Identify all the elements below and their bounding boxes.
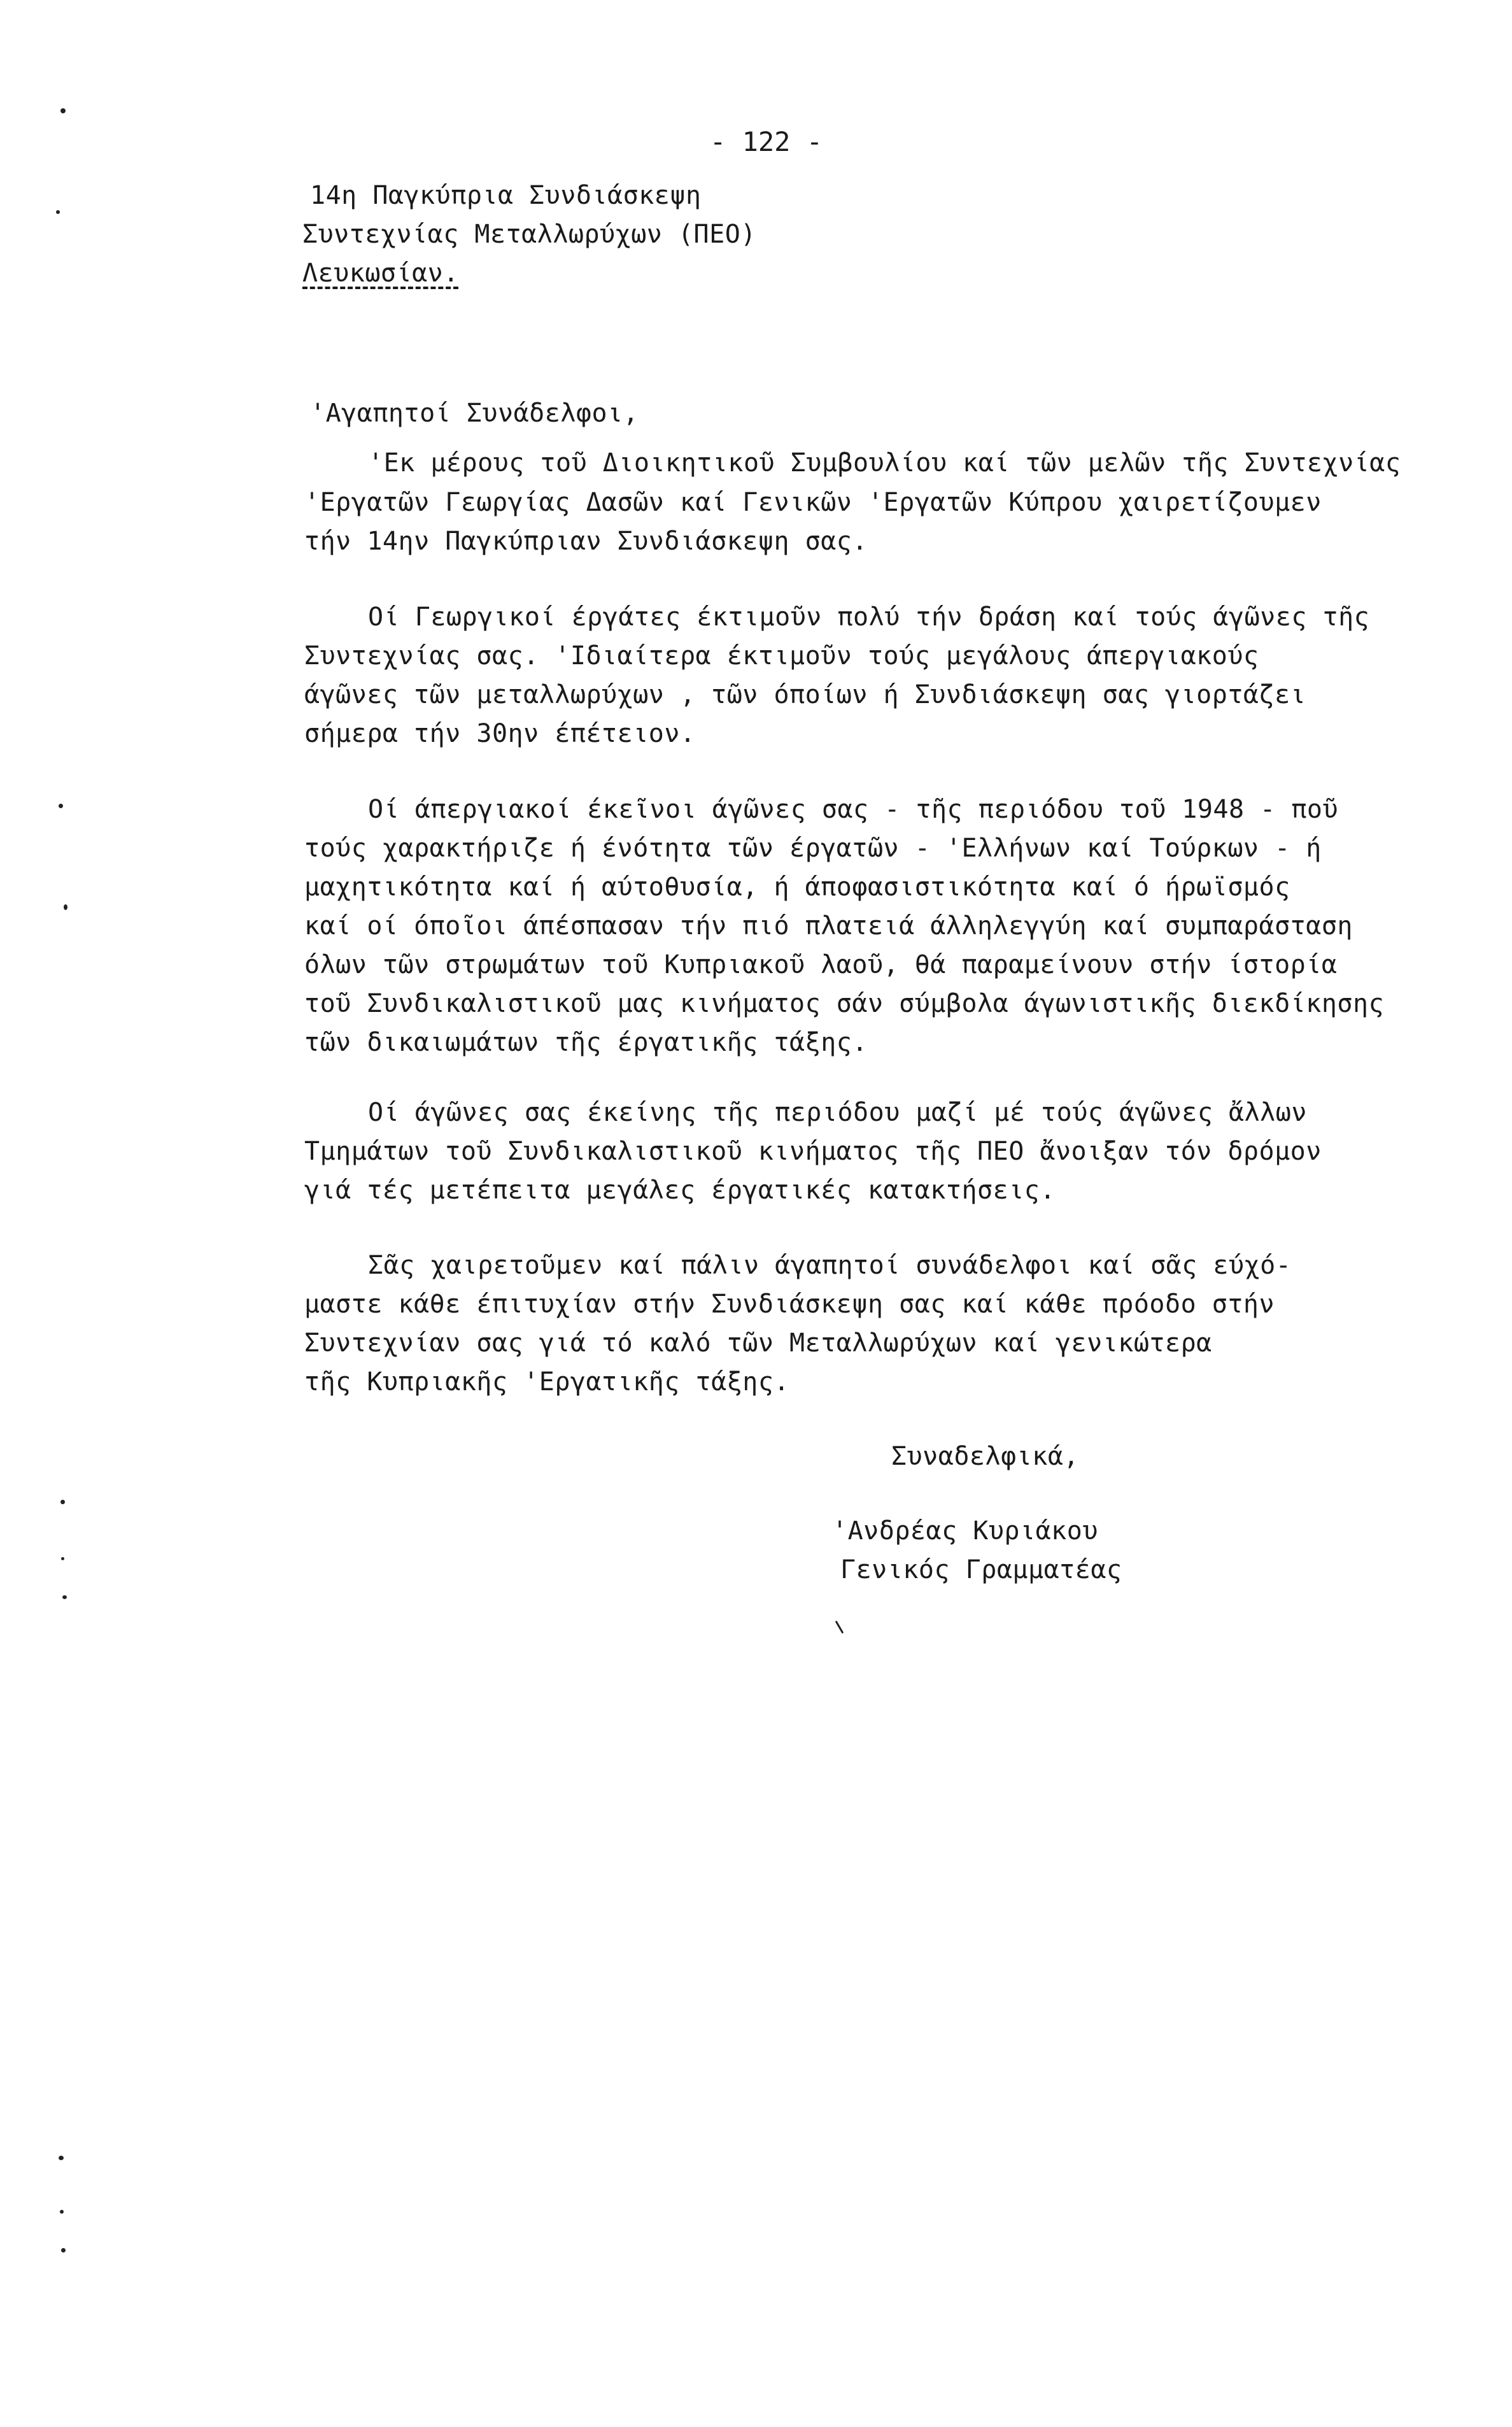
scan-speck bbox=[56, 210, 60, 214]
paragraph-4-line-1: Οί άγῶνες σας έκείνης τῆς περιόδου μαζί μέ τούς άγῶνες ἄλλων bbox=[368, 1098, 1307, 1127]
paragraph-2-line-4: σήμερα τήν 30ην έπέτειον. bbox=[304, 719, 696, 748]
scan-speck bbox=[59, 2156, 64, 2160]
scan-speck bbox=[61, 2248, 66, 2253]
paragraph-5-line-4: τῆς Κυπριακῆς 'Εργατικῆς τάξης. bbox=[304, 1367, 790, 1397]
scan-speck bbox=[60, 108, 66, 113]
address-line-1: 14η Παγκύπρια Συνδιάσκεψη bbox=[310, 181, 702, 210]
paragraph-1-line-2: 'Εργατῶν Γεωργίας Δασῶν καί Γενικῶν 'Εργατῶν Κύπρου χαιρετίζουμεν bbox=[304, 488, 1322, 517]
paragraph-3-line-7: τῶν δικαιωμάτων τῆς έργατικῆς τάξης. bbox=[304, 1028, 868, 1057]
paragraph-3-line-3: μαχητικότητα καί ή αύτοθυσία, ή άποφασιστικότητα καί ό ήρωϊσμός bbox=[304, 872, 1290, 902]
signatory-title: Γενικός Γραμματέας bbox=[840, 1555, 1122, 1584]
paragraph-5-line-2: μαστε κάθε έπιτυχίαν στήν Συνδιάσκεψη σας καί κάθε πρόοδο στήν bbox=[304, 1290, 1275, 1319]
address-line-2: Συντεχνίας Μεταλλωρύχων (ΠΕΟ) bbox=[302, 220, 756, 249]
paragraph-3-line-1: Οί άπεργιακοί έκεῖνοι άγῶνες σας - τῆς περιόδου τοῦ 1948 - ποῦ bbox=[368, 795, 1339, 824]
scan-speck bbox=[61, 1557, 64, 1560]
paragraph-4-line-3: γιά τές μετέπειτα μεγάλες έργατικές κατακτήσεις. bbox=[304, 1176, 1056, 1205]
paragraph-2-line-2: Συντεχνίας σας. 'Ιδιαίτερα έκτιμοῦν τούς μεγάλους άπεργιακούς bbox=[304, 641, 1259, 671]
closing: Συναδελφικά, bbox=[891, 1442, 1079, 1471]
address-line-3: Λευκωσίαν. bbox=[302, 259, 459, 288]
paragraph-5-line-1: Σᾶς χαιρετοῦμεν καί πάλιν άγαπητοί συνάδελφοι καί σᾶς εύχό- bbox=[368, 1251, 1292, 1280]
scan-speck bbox=[60, 1500, 65, 1504]
paragraph-2-line-3: άγῶνες τῶν μεταλλωρύχων , τῶν όποίων ή Συνδιάσκεψη σας γιορτάζει bbox=[304, 680, 1306, 709]
signatory-name: 'Ανδρέας Κυριάκου bbox=[832, 1516, 1098, 1546]
scan-speck bbox=[59, 804, 63, 808]
scan-speck bbox=[60, 2210, 64, 2214]
paragraph-3-line-6: τοῦ Συνδικαλιστικοῦ μας κινήματος σάν σύμβολα άγωνιστικῆς διεκδίκησης bbox=[304, 989, 1385, 1018]
page-number: - 122 - bbox=[710, 126, 823, 157]
scan-speck bbox=[835, 1621, 844, 1634]
paragraph-1-line-3: τήν 14ην Παγκύπριαν Συνδιάσκεψη σας. bbox=[304, 527, 868, 556]
paragraph-3-line-5: όλων τῶν στρωμάτων τοῦ Κυπριακοῦ λαοῦ, θά παραμείνουν στήν ίστορία bbox=[304, 950, 1338, 979]
paragraph-5-line-3: Συντεχνίαν σας γιά τό καλό τῶν Μεταλλωρύχων καί γενικώτερα bbox=[304, 1328, 1212, 1358]
paragraph-3-line-2: τούς χαρακτήριζε ή ένότητα τῶν έργατῶν - 'Ελλήνων καί Τούρκων - ή bbox=[304, 834, 1322, 863]
paragraph-4-line-2: Τμημάτων τοῦ Συνδικαλιστικοῦ κινήματος τῆς ΠΕΟ ἄνοιξαν τόν δρόμον bbox=[304, 1137, 1322, 1166]
scan-speck bbox=[62, 1595, 67, 1599]
paragraph-3-line-4: καί οί όποῖοι άπέσπασαν τήν πιό πλατειά άλληλεγγύη καί συμπαράσταση bbox=[304, 911, 1353, 941]
salutation: 'Αγαπητοί Συνάδελφοι, bbox=[310, 399, 639, 428]
paragraph-1-line-1: 'Εκ μέρους τοῦ Διοικητικοῦ Συμβουλίου καί τῶν μελῶν τῆς Συντεχνίας bbox=[368, 448, 1401, 478]
paragraph-2-line-1: Οί Γεωργικοί έργάτες έκτιμοῦν πολύ τήν δράση καί τούς άγῶνες τῆς bbox=[368, 602, 1370, 632]
scan-speck bbox=[64, 904, 67, 910]
